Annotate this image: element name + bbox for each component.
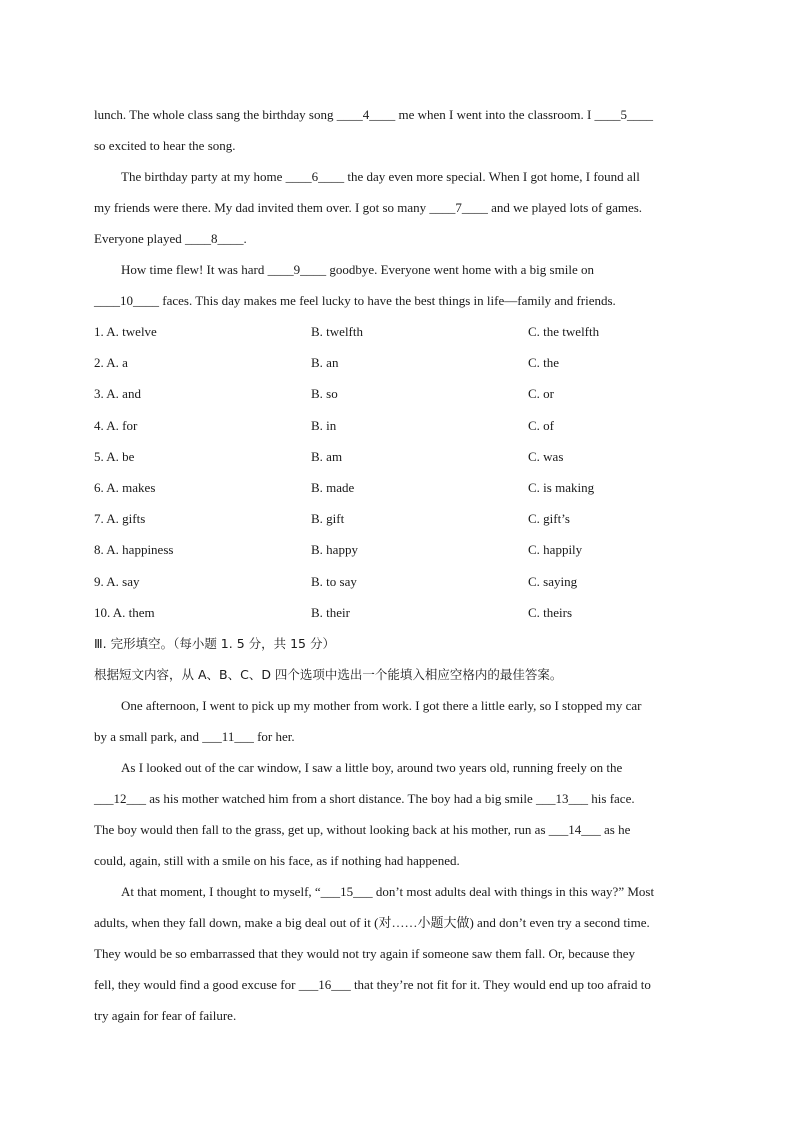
option-c: C. of <box>528 417 554 433</box>
options-list <box>94 316 700 628</box>
option-b: B. an <box>311 355 339 371</box>
passage-2 <box>94 690 700 1031</box>
passage-2-line: try again for fear of failure. <box>94 1007 237 1023</box>
passage-1-line: Everyone played ____8____. <box>94 231 247 246</box>
passage-2-line: could, again, still with a smile on his face, as if nothing had happened. <box>94 852 460 868</box>
option-b: B. happy <box>311 542 358 558</box>
option-b: B. to say <box>311 573 357 589</box>
passage-1-line: How time flew! It was hard ____9____ goodbye. Everyone went home with a big smile on <box>121 262 594 277</box>
option-c: C. theirs <box>528 604 573 620</box>
option-row <box>94 410 700 441</box>
option-c: C. gift’s <box>528 511 570 527</box>
option-a: 4. A. for <box>94 417 138 433</box>
document-page <box>94 99 700 1031</box>
option-b: B. made <box>311 479 355 495</box>
option-row <box>94 597 700 628</box>
option-a: 9. A. say <box>94 573 140 589</box>
passage-2-line: The boy would then fall to the grass, get up, without looking back at his mother, run as ___14___ as he <box>94 821 631 837</box>
section-3-title: Ⅲ. 完形填空。（每小题 1. 5 分，共 15 分） <box>94 635 335 651</box>
passage-1-line: my friends were there. My dad invited them over. I got so many ____7____ and we played lots of games. <box>94 200 643 215</box>
option-row <box>94 472 700 503</box>
option-c: C. saying <box>528 573 578 589</box>
option-c: C. or <box>528 386 554 402</box>
option-c: C. is making <box>528 479 595 495</box>
option-b: B. in <box>311 417 337 433</box>
option-c: C. happily <box>528 542 583 558</box>
option-a: 5. A. be <box>94 448 135 464</box>
passage-1-line: ____10____ faces. This day makes me feel lucky to have the best things in life—family and friends. <box>94 293 616 308</box>
option-a: 3. A. and <box>94 386 141 402</box>
option-c: C. the <box>528 355 560 371</box>
option-row <box>94 441 700 472</box>
passage-2-line: by a small park, and ___11___ for her. <box>94 728 295 744</box>
passage-2-line: One afternoon, I went to pick up my mother from work. I got there a little early, so I stopped my car <box>121 697 642 713</box>
passage-2-line: fell, they would find a good excuse for ___16___ that they’re not fit for it. They would end up too afraid to <box>94 976 651 992</box>
option-row <box>94 503 700 534</box>
passage-2-line: They would be so embarrassed that they would not try again if someone saw them fall. Or, because they <box>94 945 635 961</box>
option-row <box>94 347 700 378</box>
passage-2-line: ___12___ as his mother watched him from a short distance. The boy had a big smile ___13___ his face. <box>94 790 635 806</box>
option-a: 10. A. them <box>94 604 155 620</box>
option-a: 6. A. makes <box>94 479 156 495</box>
passage-2-line: At that moment, I thought to myself, “___15___ don’t most adults deal with things in this way?” Most <box>121 883 655 899</box>
option-a: 1. A. twelve <box>94 324 157 339</box>
passage-1 <box>94 99 700 316</box>
option-b: B. gift <box>311 511 345 527</box>
section-3-instruction: 根据短文内容，从 A、B、C、D 四个选项中选出一个能填入相应空格内的最佳答案。 <box>94 666 563 682</box>
passage-1-line: lunch. The whole class sang the birthday song ____4____ me when I went into the classroom. I ____5____ <box>94 107 654 122</box>
option-b: B. twelfth <box>311 324 363 339</box>
option-row <box>94 566 700 597</box>
option-c: C. the twelfth <box>528 324 600 339</box>
option-c: C. was <box>528 448 564 464</box>
option-a: 2. A. a <box>94 355 128 371</box>
option-a: 8. A. happiness <box>94 542 174 558</box>
option-a: 7. A. gifts <box>94 511 146 527</box>
option-row <box>94 316 700 347</box>
option-row <box>94 378 700 409</box>
option-b: B. am <box>311 448 343 464</box>
option-b: B. so <box>311 386 338 402</box>
passage-1-line: so excited to hear the song. <box>94 138 236 153</box>
option-row <box>94 534 700 565</box>
option-b: B. their <box>311 604 350 620</box>
passage-1-line: The birthday party at my home ____6____ the day even more special. When I got home, I found all <box>121 169 640 184</box>
passage-2-line: As I looked out of the car window, I saw a little boy, around two years old, running freely on the <box>121 759 623 775</box>
passage-2-line: adults, when they fall down, make a big deal out of it (对……小题大做) and don’t even try a second time. <box>94 914 650 930</box>
